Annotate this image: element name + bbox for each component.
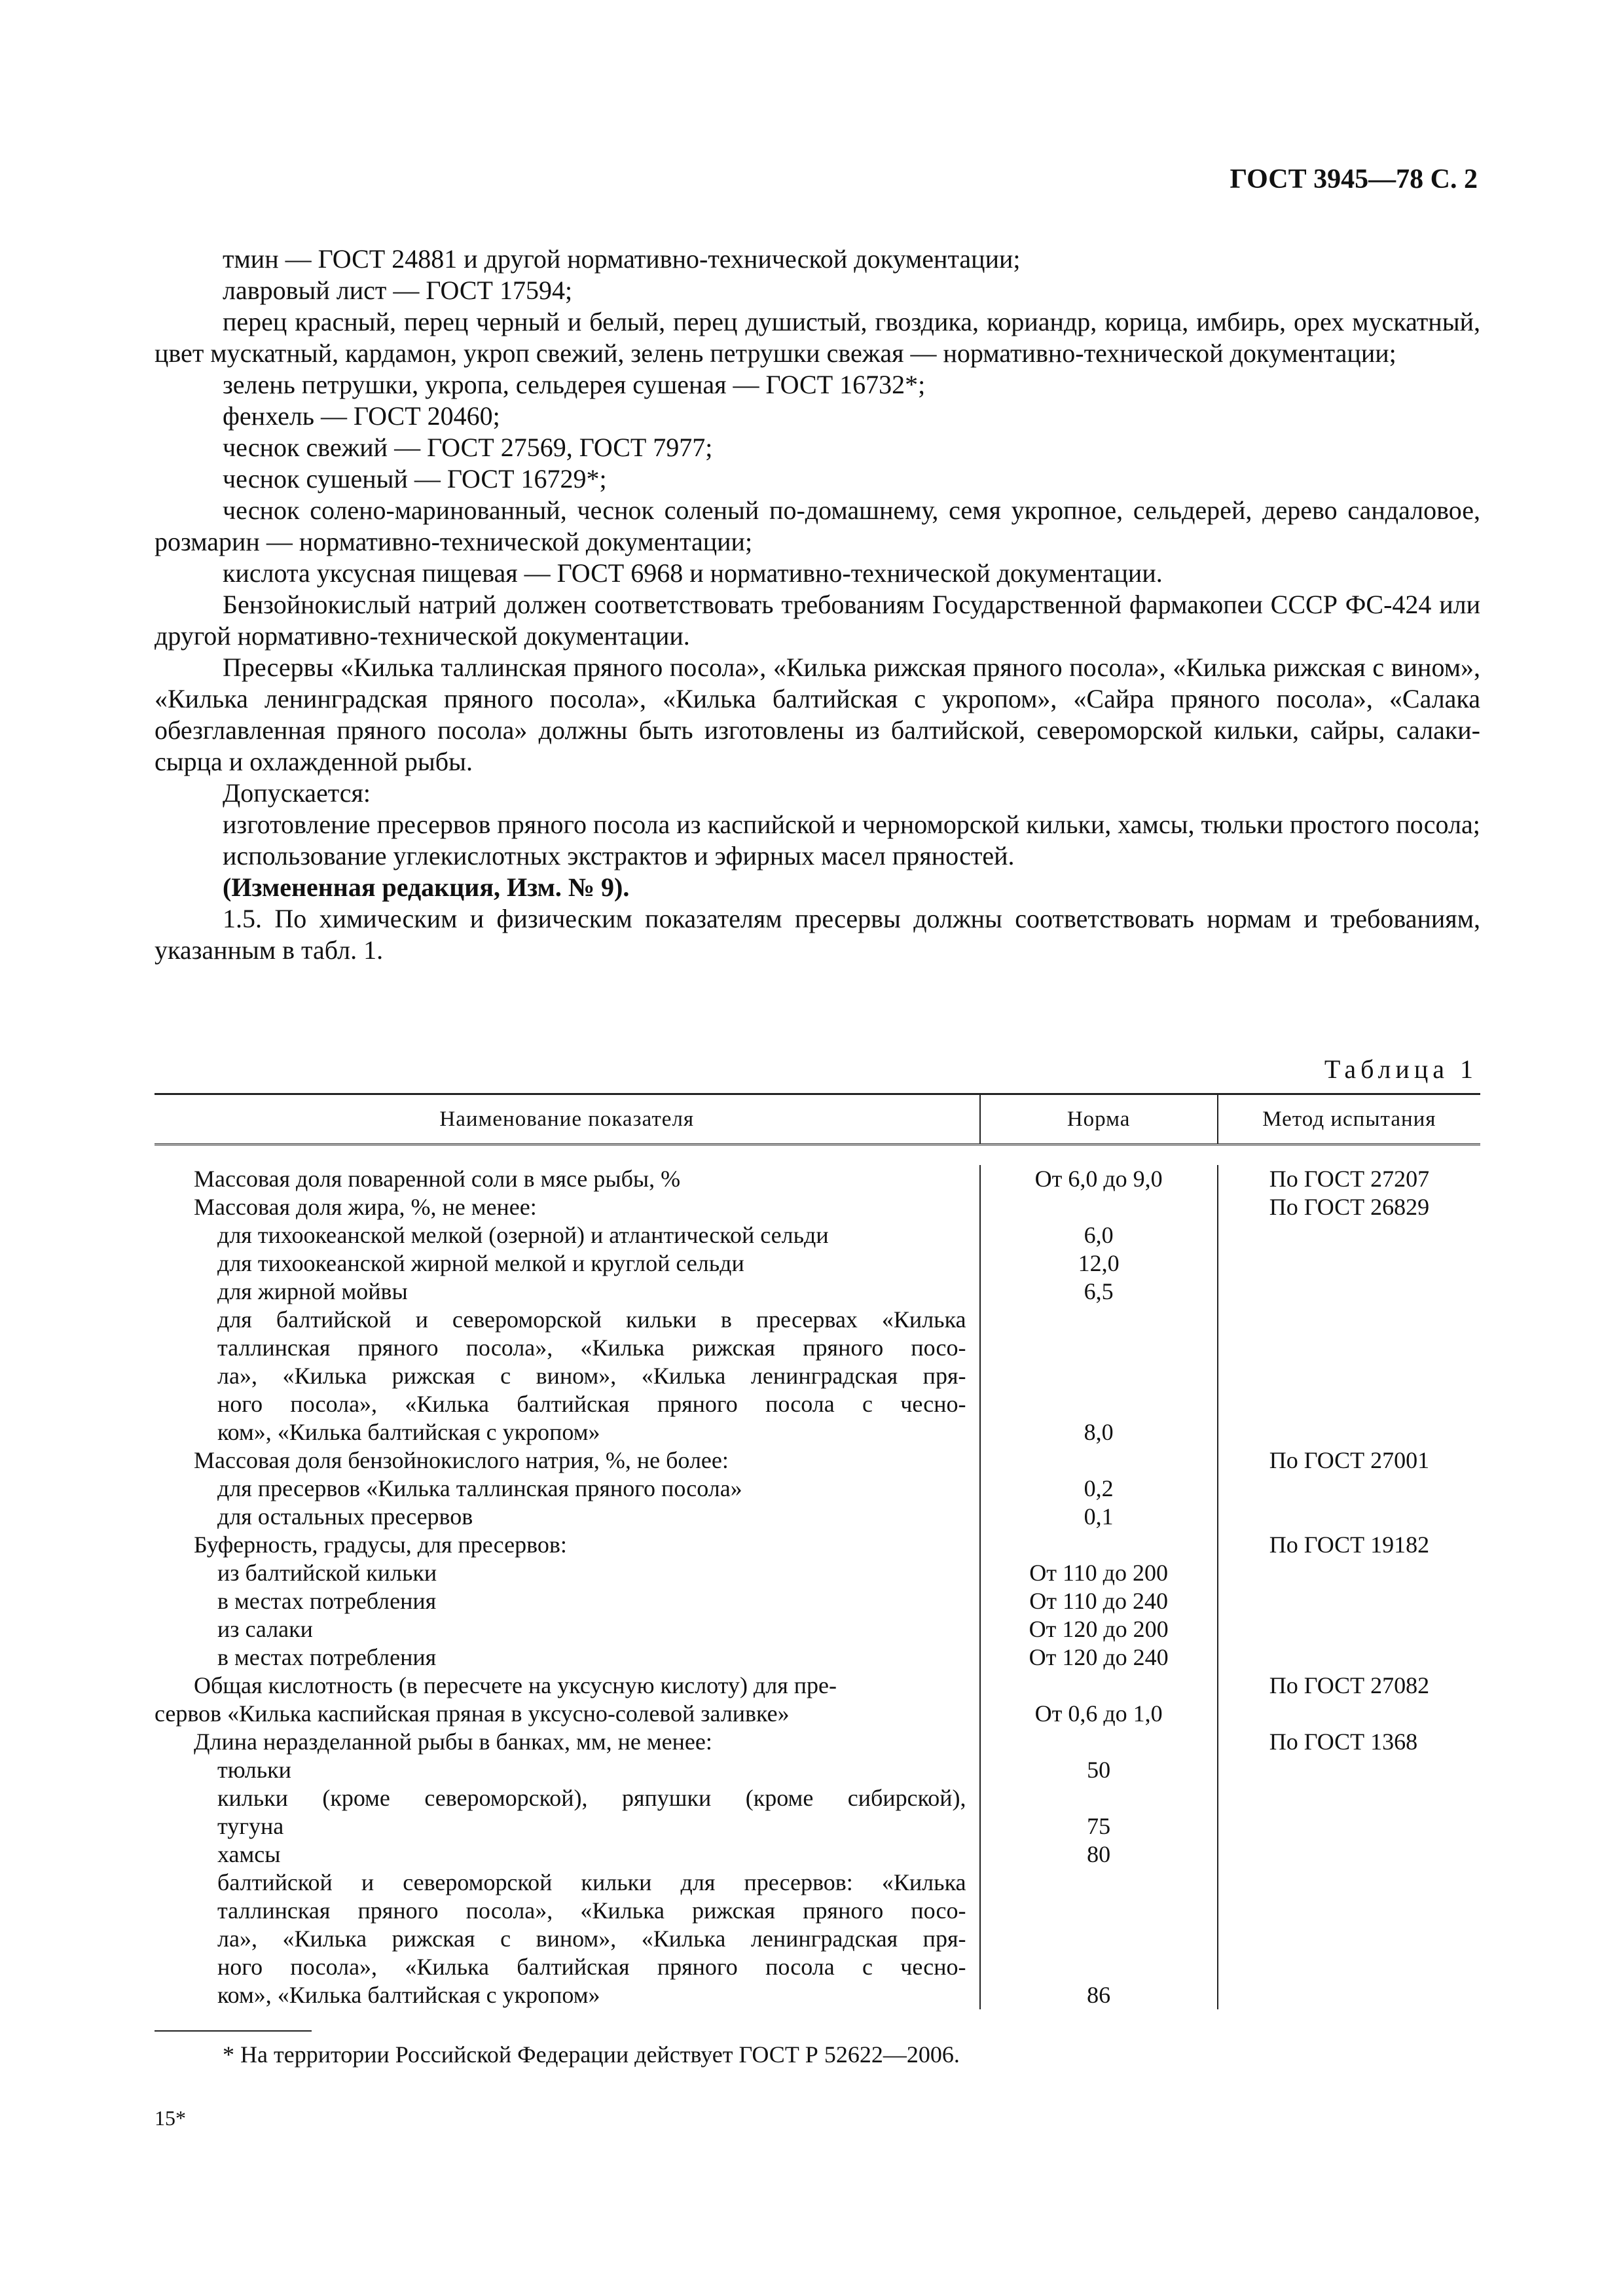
- method-cell: [1218, 1615, 1480, 1643]
- body-text: [155, 243, 1480, 966]
- norm-cell: [981, 1446, 1217, 1475]
- norm-cell: [981, 1362, 1217, 1390]
- method-cell: По ГОСТ 27001: [1269, 1447, 1430, 1473]
- method-cell: По ГОСТ 26829: [1269, 1194, 1430, 1220]
- norm-cell: [981, 1897, 1217, 1925]
- norm-cell: [981, 1193, 1217, 1221]
- indicator-cell: Массовая доля жира, %, не менее:: [194, 1194, 537, 1220]
- page-header: ГОСТ 3945—78 С. 2: [1230, 164, 1478, 194]
- table-header: [155, 1093, 1480, 1145]
- footnote-divider: [155, 2030, 312, 2032]
- indicator-column: [155, 1165, 979, 2009]
- method-cell: По ГОСТ 27082: [1269, 1672, 1430, 1698]
- method-cell: По ГОСТ 27207: [1269, 1166, 1430, 1192]
- paragraph: Бензойнокислый натрий должен соответствовать требованиям Государственной фармакопеи СССР ФС-424 или другой нормативно-технической документации.: [155, 590, 1480, 651]
- method-cell: [1218, 1925, 1480, 1953]
- indicator-cell: из балтийской кильки: [217, 1560, 437, 1586]
- header-norm: Норма: [979, 1095, 1217, 1143]
- method-cell: [1218, 1306, 1480, 1334]
- norm-cell: [981, 1672, 1217, 1700]
- method-cell: [1218, 1784, 1480, 1812]
- method-cell: [1218, 1812, 1480, 1840]
- norm-cell: [981, 1869, 1217, 1897]
- indicator-cell: Массовая доля поваренной соли в мясе рыбы, %: [194, 1166, 681, 1192]
- indicator-cell: Массовая доля бензойнокислого натрия, %, не более:: [194, 1447, 729, 1473]
- paragraph: перец красный, перец черный и белый, перец душистый, гвоздика, кориандр, корица, имбирь, орех мускатный, цвет мускатный, кардамон, укроп свежий, зелень петрушки свежая — нормативно-технической документации;: [155, 307, 1480, 368]
- method-cell: [1218, 1953, 1480, 1981]
- paragraph: использование углекислотных экстрактов и эфирных масел пряностей.: [223, 841, 1015, 870]
- method-cell: [1218, 1418, 1480, 1446]
- paragraph: чеснок свежий — ГОСТ 27569, ГОСТ 7977;: [223, 433, 713, 462]
- indicator-cell: для тихоокеанской жирной мелкой и круглой сельди: [217, 1250, 744, 1276]
- method-cell: [1218, 1897, 1480, 1925]
- method-cell: [1218, 1643, 1480, 1672]
- paragraph: лавровый лист — ГОСТ 17594;: [223, 276, 573, 305]
- method-cell: [1218, 1249, 1480, 1278]
- method-cell: [1218, 1700, 1480, 1728]
- norm-cell: [981, 1334, 1217, 1362]
- norm-cell: От 6,0 до 9,0: [1034, 1166, 1163, 1192]
- norm-cell: 6,0: [1084, 1222, 1114, 1248]
- indicator-cell: хамсы: [217, 1841, 281, 1867]
- method-cell: [1218, 1587, 1480, 1615]
- table-body: [155, 1145, 1480, 2009]
- indicator-cell: для тихоокеанской мелкой (озерной) и атлантической сельди: [217, 1222, 829, 1248]
- indicator-cell: тюльки: [217, 1757, 291, 1783]
- paragraph: чеснок солено-маринованный, чеснок соленый по-домашнему, семя укропное, сельдерей, дерево сандаловое, розмарин — нормативно-технической документации;: [155, 495, 1480, 556]
- norm-column: [979, 1165, 1217, 2009]
- method-cell: [1218, 1840, 1480, 1869]
- method-cell: [1218, 1559, 1480, 1587]
- norm-cell: 0,1: [1084, 1503, 1114, 1530]
- indicator-cell: Общая кислотность (в пересчете на уксусную кислоту) для пре-: [194, 1672, 837, 1698]
- norm-cell: [981, 1953, 1217, 1981]
- indicator-cell: для остальных пресервов: [217, 1503, 473, 1530]
- paragraph: Допускается:: [223, 778, 371, 808]
- norm-cell: 8,0: [1084, 1419, 1114, 1445]
- method-cell: [1218, 1981, 1480, 2009]
- indicator-cell: для пресервов «Килька таллинская пряного посола»: [217, 1475, 742, 1501]
- norm-cell: 75: [1087, 1813, 1111, 1839]
- paragraph: зелень петрушки, укропа, сельдерея сушеная — ГОСТ 16732*;: [223, 370, 926, 399]
- norm-cell: От 110 до 240: [1029, 1588, 1168, 1614]
- page-number: 15*: [155, 2106, 186, 2130]
- paragraph: тмин — ГОСТ 24881 и другой нормативно-технической документации;: [223, 244, 1021, 274]
- method-column: [1217, 1165, 1480, 2009]
- method-cell: [1218, 1221, 1480, 1249]
- amendment-note: (Измененная редакция, Изм. № 9).: [223, 872, 630, 902]
- indicator-cell: из салаки: [217, 1616, 313, 1642]
- indicator-cell: Длина неразделанной рыбы в банках, мм, не менее:: [194, 1729, 712, 1755]
- method-cell: [1218, 1475, 1480, 1503]
- norm-cell: От 120 до 240: [1029, 1644, 1169, 1670]
- indicator-cell: ного посола», «Килька балтийская пряного посола с чесно-: [217, 1391, 966, 1417]
- indicator-cell: кильки (кроме североморской), ряпушки (кроме сибирской),: [217, 1785, 966, 1811]
- method-cell: [1218, 1869, 1480, 1897]
- method-cell: [1218, 1503, 1480, 1531]
- indicator-cell: для жирной мойвы: [217, 1278, 408, 1304]
- header-indicator: Наименование показателя: [439, 1107, 695, 1131]
- method-cell: [1218, 1390, 1480, 1418]
- indicator-cell: для балтийской и североморской кильки в пресервах «Килька: [217, 1306, 966, 1333]
- header-method: Метод испытания: [1217, 1095, 1480, 1143]
- norm-cell: От 120 до 200: [1029, 1616, 1169, 1642]
- paragraph: 1.5. По химическим и физическим показателям пресервы должны соответствовать нормам и требованиям, указанным в табл. 1.: [155, 904, 1480, 965]
- indicator-cell: таллинская пряного посола», «Килька рижская пряного посо-: [217, 1335, 966, 1361]
- indicator-cell: Буферность, градусы, для пресервов:: [194, 1532, 567, 1558]
- indicator-cell: балтийской и североморской кильки для пресервов: «Килька: [217, 1869, 966, 1895]
- norm-cell: [981, 1531, 1217, 1559]
- indicator-cell: сервов «Килька каспийская пряная в уксусно-солевой заливке»: [155, 1700, 790, 1727]
- norm-cell: 12,0: [1078, 1250, 1120, 1276]
- norm-cell: 0,2: [1084, 1475, 1114, 1501]
- norm-cell: [981, 1390, 1217, 1418]
- indicator-cell: ком», «Килька балтийская с укропом»: [217, 1419, 600, 1445]
- paragraph: изготовление пресервов пряного посола из каспийской и черноморской кильки, хамсы, тюльки простого посола;: [223, 810, 1480, 839]
- norm-cell: 86: [1087, 1982, 1111, 2008]
- indicator-cell: тугуна: [217, 1813, 284, 1839]
- indicator-cell: ком», «Килька балтийская с укропом»: [217, 1982, 600, 2008]
- indicator-cell: ла», «Килька рижская с вином», «Килька ленинградская пря-: [217, 1926, 966, 1952]
- footnote: * На территории Российской Федерации действует ГОСТ Р 52622—2006.: [223, 2041, 960, 2068]
- method-cell: [1218, 1334, 1480, 1362]
- indicator-cell: в местах потребления: [217, 1588, 437, 1614]
- norm-cell: [981, 1784, 1217, 1812]
- table-caption: Таблица 1: [1324, 1054, 1478, 1084]
- paragraph: фенхель — ГОСТ 20460;: [223, 401, 500, 431]
- norm-cell: [981, 1728, 1217, 1756]
- indicator-cell: ла», «Килька рижская с вином», «Килька ленинградская пря-: [217, 1363, 966, 1389]
- paragraph: Пресервы «Килька таллинская пряного посола», «Килька рижская пряного посола», «Килька рижская с вином», «Килька ленинградская пряного посола», «Килька балтийская с укропом», «Сайра пряного посола», «Салака обезглавленная пряного посола» должны быть изготовлены из балтийской, североморской кильки, сайры, салаки-сырца и охлажденной рыбы.: [155, 653, 1480, 776]
- method-cell: [1218, 1278, 1480, 1306]
- paragraph: чеснок сушеный — ГОСТ 16729*;: [223, 464, 607, 493]
- norm-cell: От 0,6 до 1,0: [1034, 1700, 1163, 1727]
- norm-cell: [981, 1925, 1217, 1953]
- indicator-cell: таллинская пряного посола», «Килька рижская пряного посо-: [217, 1897, 966, 1924]
- norm-cell: [981, 1306, 1217, 1334]
- norm-cell: От 110 до 200: [1029, 1560, 1168, 1586]
- indicators-table: [155, 1093, 1480, 2009]
- indicator-cell: в местах потребления: [217, 1644, 437, 1670]
- norm-cell: 80: [1087, 1841, 1111, 1867]
- paragraph: кислота уксусная пищевая — ГОСТ 6968 и нормативно-технической документации.: [223, 558, 1163, 588]
- method-cell: [1218, 1362, 1480, 1390]
- indicator-cell: ного посола», «Килька балтийская пряного посола с чесно-: [217, 1954, 966, 1980]
- norm-cell: 6,5: [1084, 1278, 1114, 1304]
- method-cell: [1218, 1756, 1480, 1784]
- norm-cell: 50: [1087, 1757, 1111, 1783]
- method-cell: По ГОСТ 1368: [1269, 1729, 1418, 1755]
- method-cell: По ГОСТ 19182: [1269, 1532, 1430, 1558]
